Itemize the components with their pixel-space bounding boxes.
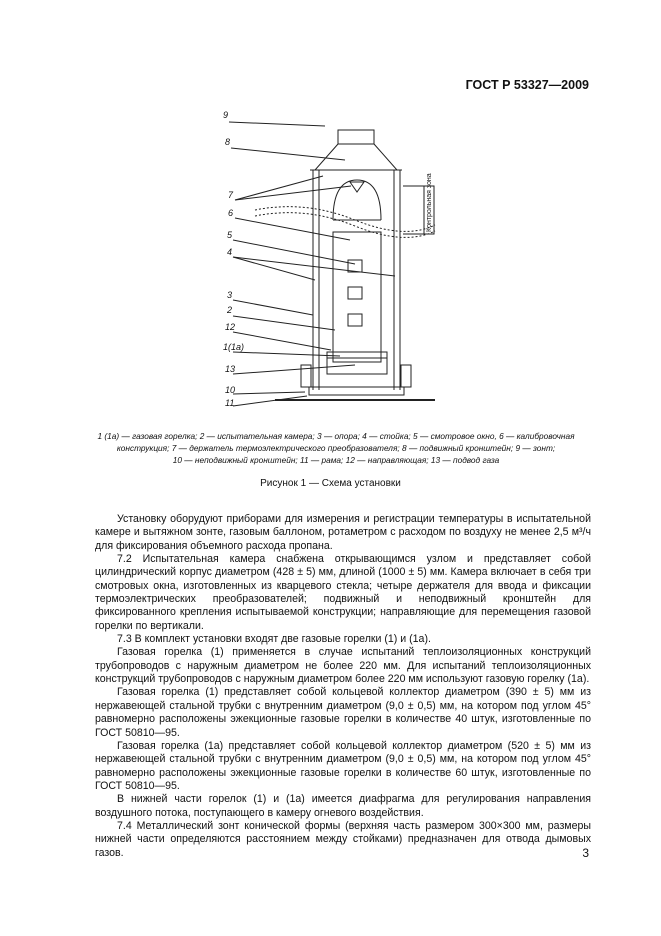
hood-top [338, 130, 374, 144]
standard-header: ГОСТ Р 53327—2009 [465, 78, 589, 92]
label-3: 3 [227, 290, 233, 300]
legend-line-3: 10 — неподвижный кронштейн; 11 — рама; 12 — направляющая; 13 — подвод газа [172, 455, 500, 465]
legend-line-2: конструкция; 7 — держатель термоэлектрического преобразователя; 8 — подвижный кронштейн; 9 — зонт; [116, 443, 556, 453]
hood-cone [315, 144, 397, 170]
label-12: 12 [225, 322, 236, 332]
test-chamber [333, 232, 381, 362]
paragraph: Газовая горелка (1) применяется в случае испытаний теплоизоляционных конструкций трубопроводов с наружным диаметром не более 220 мм. Для испытаний теплоизоляционных конструкций трубопроводов с наружным диаметром более 220 мм используют газовую горелку (1а). [95, 646, 591, 686]
base-frame [309, 387, 404, 395]
label-2: 2 [227, 305, 233, 315]
label-11: 11 [225, 398, 235, 408]
body-text [95, 513, 591, 860]
page-number: 3 [582, 846, 589, 860]
paragraph: Газовая горелка (1) представляет собой кольцевой коллектор диаметром (390 ± 5) мм из нержавеющей стальной трубки с внутренним диаметром (9,0 ± 0,5) мм, на котором под углом 45° равномерно расположены эжекционные газовые горелки в количестве 40 штук, изготовленные по ГОСТ 50810—95. [95, 686, 591, 739]
paragraph: Установку оборудуют приборами для измерения и регистрации температуры в испытательной камере и вытяжном зонте, газовым баллоном, ротаметром с расходом по воздуху не менее 2,5 м³/ч для фиксирования объемного расхода пропана. [95, 513, 591, 552]
label-6: 6 [228, 208, 234, 218]
label-9: 9 [223, 110, 229, 120]
legend-line-1: 1 (1а) — газовая горелка; 2 — испытательная камера; 3 — опора; 4 — стойка; 5 — смотровое окно, 6 — калибровочная [97, 431, 575, 441]
label-10: 10 [225, 385, 236, 395]
label-7: 7 [228, 190, 234, 200]
gas-burner [327, 352, 387, 374]
paragraph: 7.3 В комплект установки входят две газовые горелки (1) и (1а). [117, 633, 431, 646]
paragraph: 7.2 Испытательная камера снабжена открывающимся узлом и представляет собой цилиндрический корпус диаметром (428 ± 5) мм, длиной (1000 ± 5) мм. Камера включает в себя три смотровых окна, изготовленных из кварцевого стекла; четыре держателя для ввода и фиксации термоэлектрических преобразователей; подвижный и неподвижный кронштейн для фиксированного крепления испытываемой конструкции; направляющие для перемещения газовой горелки по вертикали. [95, 553, 591, 632]
window-2 [348, 287, 362, 299]
window-3 [348, 314, 362, 326]
label-8: 8 [225, 137, 231, 147]
figure-caption: Рисунок 1 — Схема установки [260, 478, 401, 489]
label-4: 4 [227, 247, 233, 257]
paragraph: Газовая горелка (1а) представляет собой кольцевой коллектор диаметром (520 ± 5) мм из нержавеющей стальной трубки с внутренним диаметром (9,0 ± 0,5) мм, на котором под углом 45° равномерно расположены эжекционные газовые горелки в количестве 60 штук, изготовленные по ГОСТ 50810—95. [95, 739, 591, 792]
control-zone-label: Контрольная зона [426, 173, 433, 232]
window-1 [348, 260, 362, 272]
label-13: 13 [225, 364, 236, 374]
paragraph: 7.4 Металлический зонт конической формы (верхняя часть размером 300×300 мм, размеры нижней части определяются расстоянием между стойками) предназначен для отвода дымовых газов. [95, 819, 591, 859]
figure-legend [76, 430, 596, 466]
label-1-1a: 1(1a) [223, 342, 245, 352]
calibration-dome [333, 180, 381, 220]
paragraph: В нижней части горелок (1) и (1а) имеется диафрагма для регулирования направления воздушного потока, поступающего в камеру огневого воздействия. [95, 793, 591, 819]
label-5: 5 [227, 230, 233, 240]
installation-diagram [205, 100, 455, 420]
